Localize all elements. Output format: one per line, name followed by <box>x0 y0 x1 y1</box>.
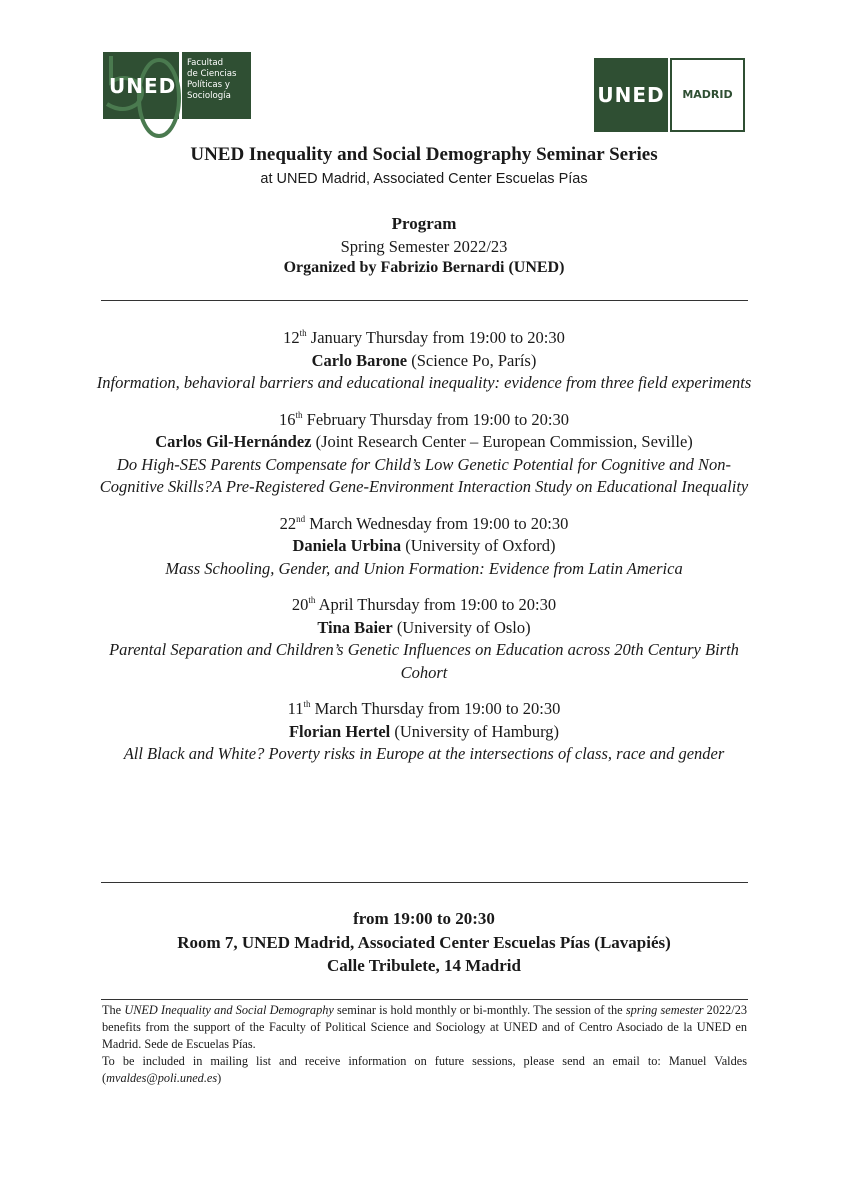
faculty-line: Facultad <box>187 58 224 68</box>
uned-madrid-logo <box>594 58 745 132</box>
session-title: All Black and White? Poverty risks in Europe at the intersections of class, race and gender <box>123 744 725 763</box>
speaker-name: Daniela Urbina <box>292 536 402 555</box>
session-item <box>90 513 758 581</box>
session-title: Parental Separation and Children’s Genetic Influences on Education across 20th Century Birth Cohort <box>109 640 739 682</box>
venue-room: Room 7, UNED Madrid, Associated Center Escuelas Pías (Lavapiés) <box>177 932 671 952</box>
venue-address: Calle Tribulete, 14 Madrid <box>327 956 521 975</box>
session-title: Information, behavioral barriers and educational inequality: evidence from three field experiments <box>96 373 752 392</box>
session-title: Do High-SES Parents Compensate for Child’s Low Genetic Potential for Cognitive and Non-Cognitive Skills?A Pre-Registered Gene-Environment Interaction Study on Educational Inequality <box>99 454 749 496</box>
session-item <box>90 409 758 499</box>
footer-notes <box>102 1002 747 1087</box>
session-speaker-line <box>90 431 758 454</box>
uned-brand-text: UNED <box>109 74 177 98</box>
venue-time: from 19:00 to 20:30 <box>353 909 495 928</box>
program-label: Program <box>391 214 457 233</box>
faculty-line: Sociología <box>187 91 231 101</box>
anniversary-mark-text: 50 <box>143 140 144 141</box>
speaker-name: Carlos Gil-Hernández <box>155 432 312 451</box>
speaker-name: Carlo Barone <box>311 350 408 370</box>
madrid-center-text: MADRID <box>670 58 745 132</box>
faculty-name-block <box>182 52 251 119</box>
divider-top <box>101 300 748 301</box>
session-speaker-line <box>90 617 758 640</box>
organizer-label: Organized by Fabrizio Bernardi (UNED) <box>283 259 565 276</box>
venue-block <box>0 907 848 978</box>
series-subtitle: at UNED Madrid, Associated Center Escuelas Pías <box>260 171 588 187</box>
speaker-affiliation: (University of Oslo) <box>392 617 531 637</box>
faculty-line: Políticas y <box>187 80 230 90</box>
speaker-affiliation: (University of Hamburg) <box>390 721 560 741</box>
session-date: 16th February Thursday from 19:00 to 20:30 <box>279 409 569 429</box>
session-title: Mass Schooling, Gender, and Union Formation: Evidence from Latin America <box>165 558 683 578</box>
faculty-logo <box>103 52 251 140</box>
footer-support-note: The UNED Inequality and Social Demography seminar is hold monthly or bi-monthly. The session of the spring semester 2022/23 benefits from the support of the Faculty of Political Science and Sociology at UNED and of Centro Asociado de la UNED en Madrid. Sede de Escuelas Pías. <box>102 1003 747 1051</box>
contact-email-link[interactable]: mvaldes@poli.uned.es <box>106 1071 218 1085</box>
semester-label: Spring Semester 2022/23 <box>340 237 508 256</box>
session-list <box>90 327 758 780</box>
session-date: 12th January Thursday from 19:00 to 20:30 <box>283 328 565 347</box>
speaker-name: Florian Hertel <box>288 721 391 741</box>
session-item <box>90 594 758 684</box>
session-date: 20th April Thursday from 19:00 to 20:30 <box>291 595 557 614</box>
session-date: 11th March Thursday from 19:00 to 20:30 <box>287 699 561 718</box>
session-date: 22nd March Wednesday from 19:00 to 20:30 <box>279 513 569 533</box>
session-speaker-line <box>90 350 758 373</box>
uned-brand-text: UNED <box>594 58 668 132</box>
speaker-affiliation: (University of Oxford) <box>401 536 556 555</box>
speaker-affiliation: (Joint Research Center – European Commission, Seville) <box>311 432 693 451</box>
divider-footer <box>101 999 748 1000</box>
session-item <box>90 698 758 766</box>
speaker-affiliation: (Science Po, París) <box>407 350 537 370</box>
footer-mailing-note: To be included in mailing list and receive information on future sessions, please send an email to: Manuel Valdes (mvaldes@poli.uned.es) <box>102 1054 747 1085</box>
divider-bottom <box>101 882 748 883</box>
series-title: UNED Inequality and Social Demography Seminar Series <box>190 144 658 165</box>
faculty-line: de Ciencias <box>187 69 237 79</box>
session-item <box>90 327 758 395</box>
speaker-name: Tina Baier <box>317 617 393 637</box>
session-speaker-line <box>90 535 758 558</box>
session-speaker-line <box>90 721 758 744</box>
